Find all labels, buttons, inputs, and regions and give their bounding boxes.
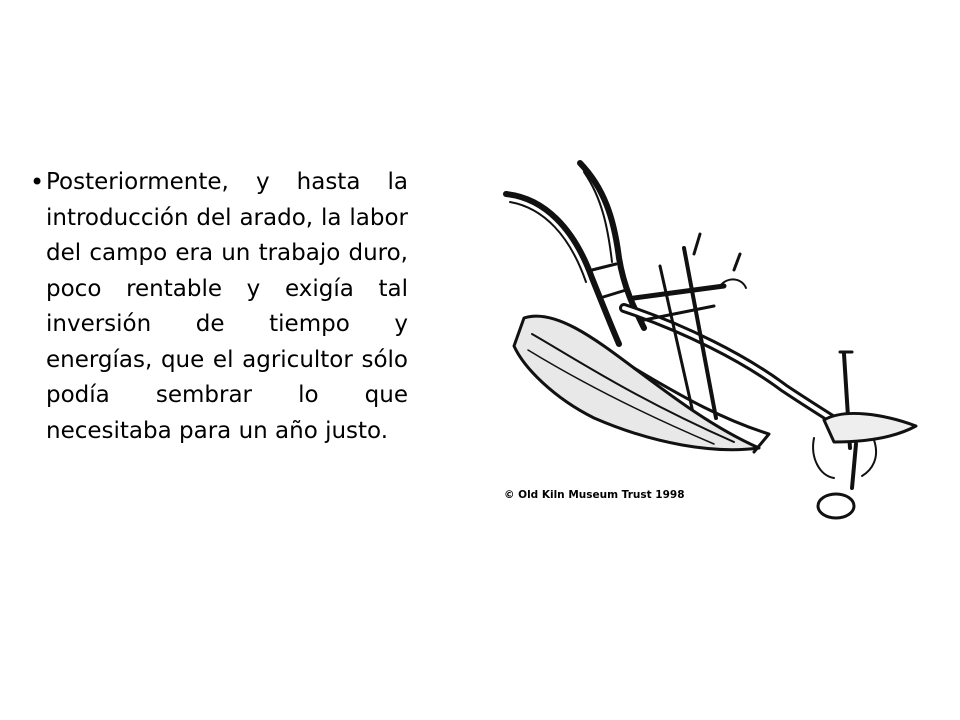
- paragraph: Posteriormente, y hasta la introducción del arado, la labor del campo era un trabajo duro, poco rentable y exigía tal inversión de tiempo y energías, que el agricultor sólo podía sembrar lo que necesitaba para un año justo.: [46, 169, 408, 444]
- bullet-point: •: [30, 168, 45, 196]
- plow-illustration: [484, 158, 924, 528]
- bullet-item: [30, 165, 408, 449]
- image-caption: © Old Kiln Museum Trust 1998: [504, 489, 685, 501]
